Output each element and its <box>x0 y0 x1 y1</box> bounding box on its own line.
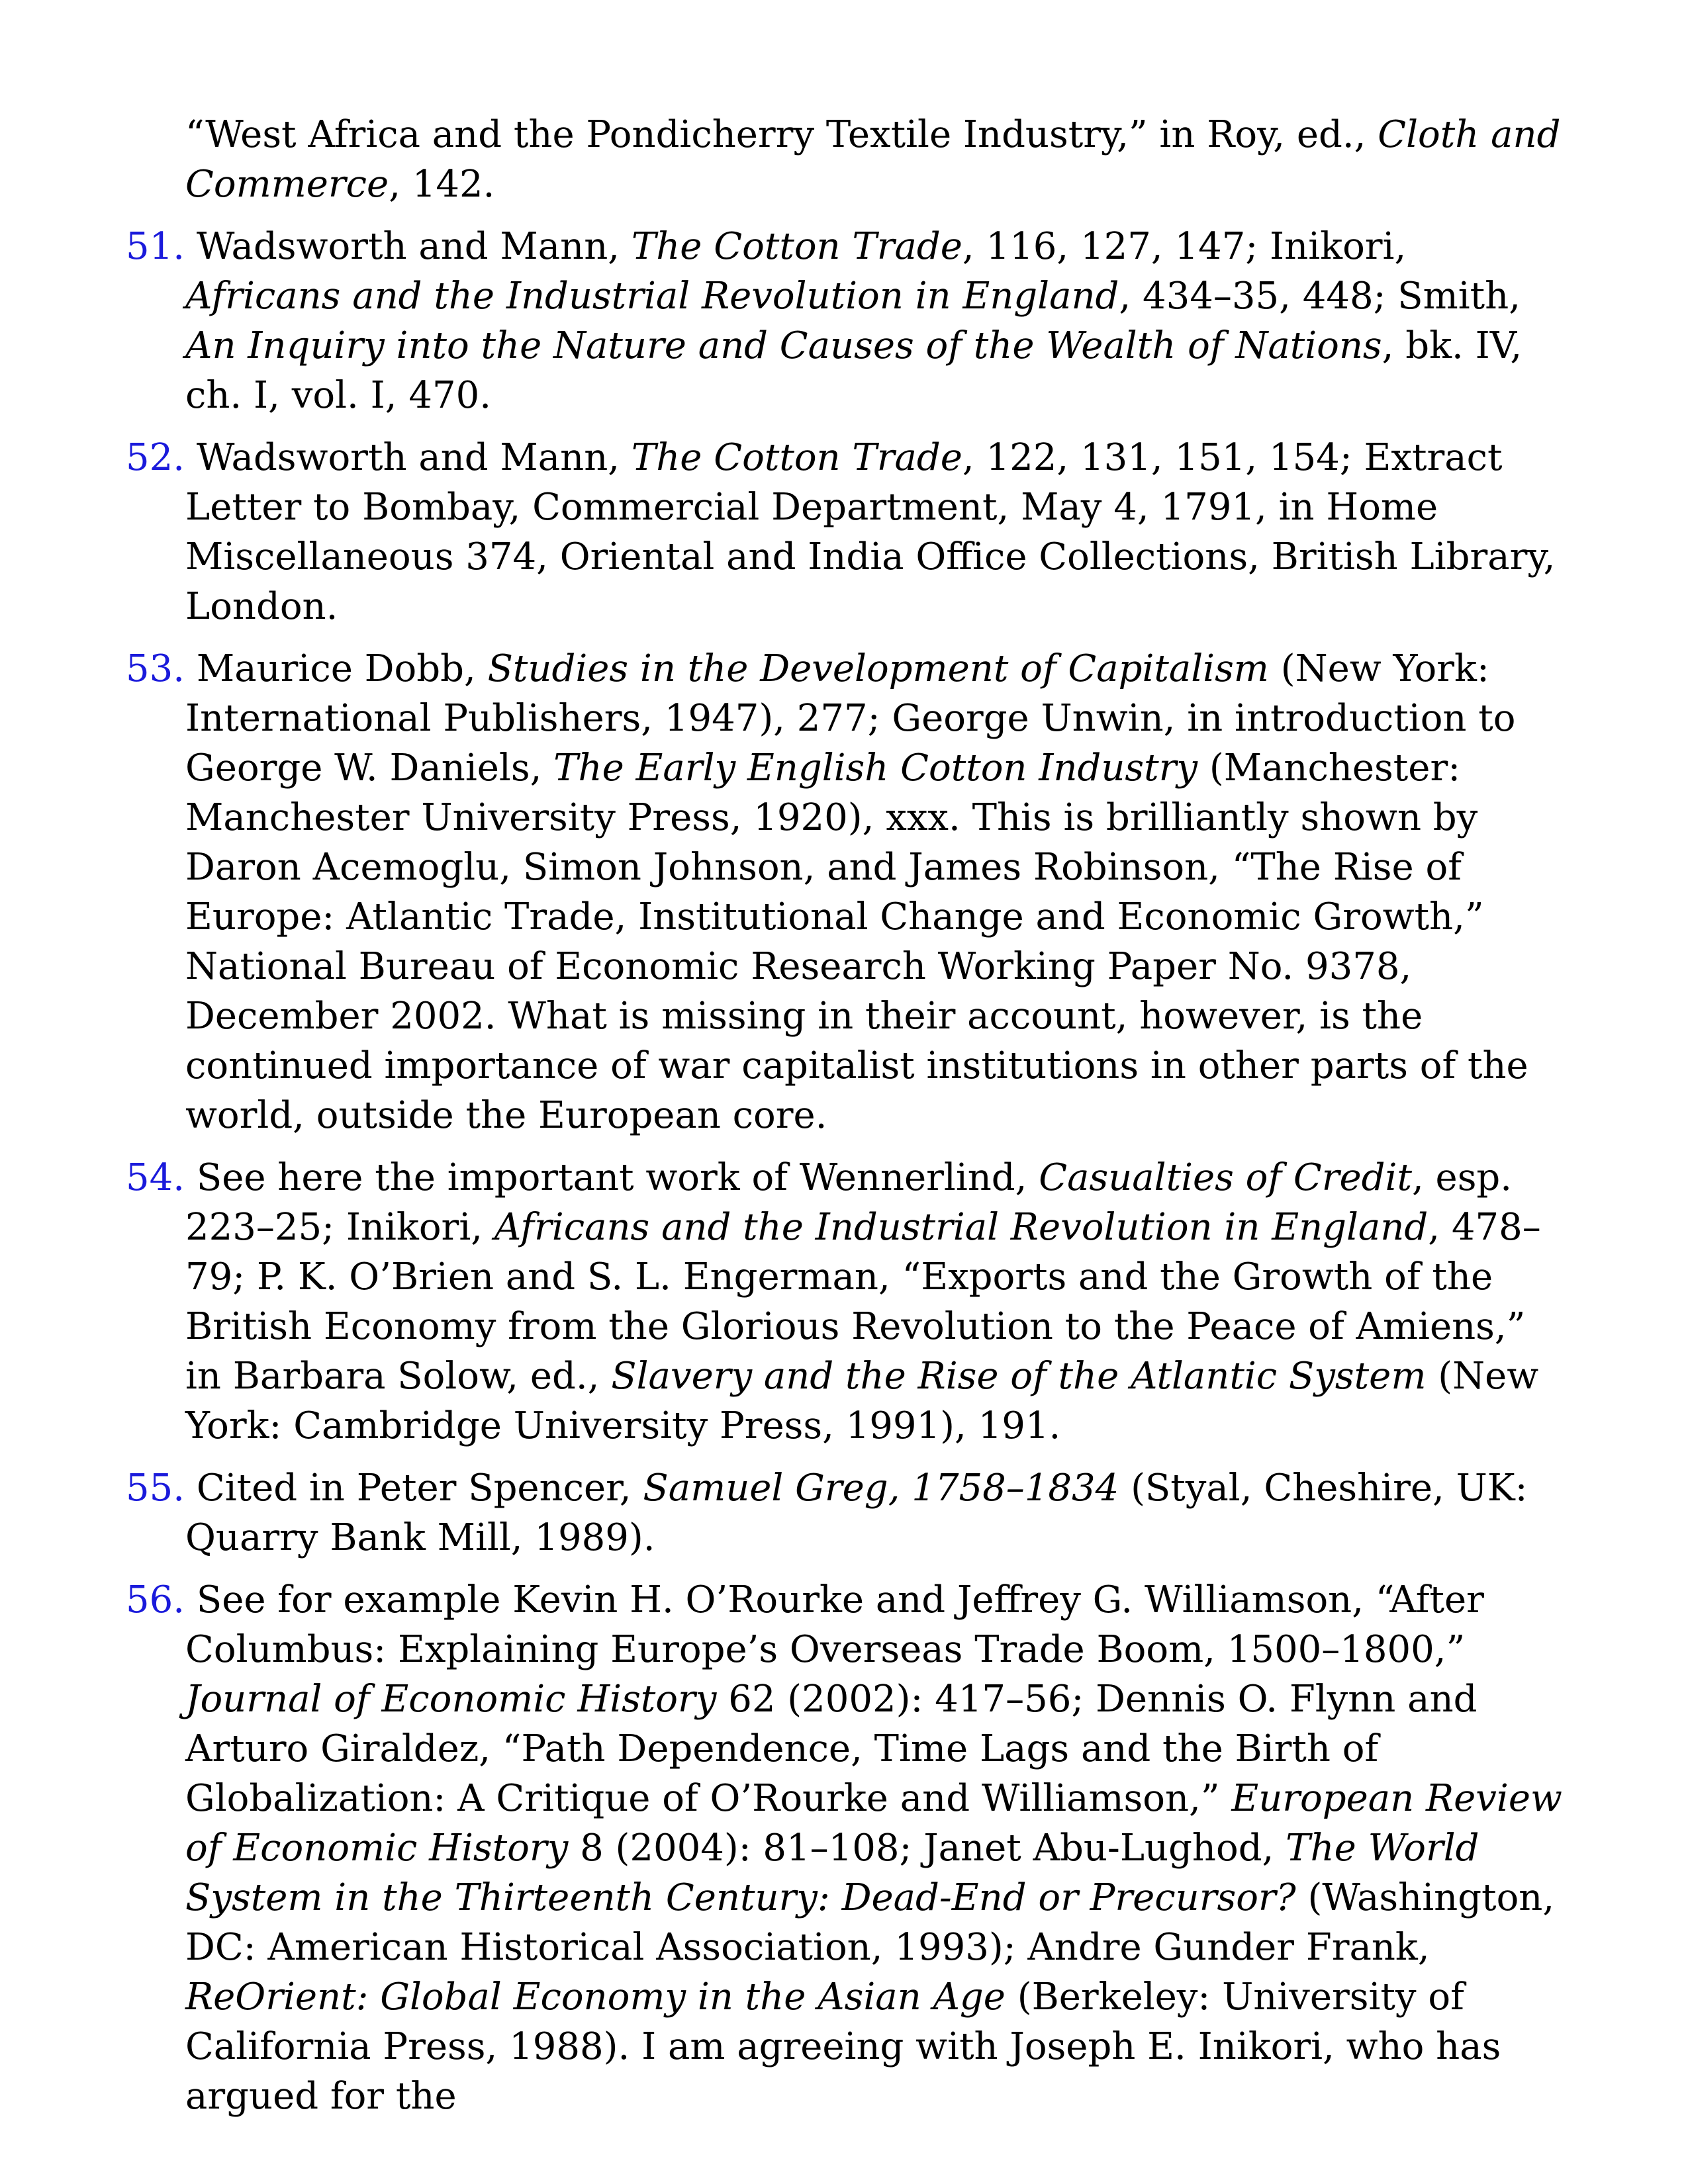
endnote-51 <box>126 222 1569 420</box>
endnote-number-link[interactable]: 51. <box>126 225 185 268</box>
endnote-text: Wadsworth and Mann, <box>185 436 632 479</box>
endnote-text: 8 (2004): 81–108; Janet Abu-Lughod, <box>568 1827 1286 1870</box>
endnote-continuation <box>126 110 1569 209</box>
endnote-title: Cloth and Commerce <box>185 113 1561 206</box>
endnote-number-link[interactable]: 53. <box>126 647 185 690</box>
endnote-title: Casualties of Credit <box>1039 1156 1412 1199</box>
endnote-text: (New York: International Publishers, 1947), 277; George Unwin, in introduction to George W. Daniels, <box>185 647 1516 790</box>
endnote-text: , 116, 127, 147; Inikori, <box>962 225 1407 268</box>
endnote-text: (Berkeley: University of California Press, 1988). I am agreeing with Joseph E. Inikori, who has argued for the <box>185 1976 1501 2118</box>
endnote-54 <box>126 1153 1569 1451</box>
endnote-title: The Cotton Trade <box>631 225 962 268</box>
endnote-number-link[interactable]: 54. <box>126 1156 185 1199</box>
endnote-title: ReOrient: Global Economy in the Asian Age <box>185 1976 1006 2019</box>
endnote-title: The Cotton Trade <box>631 436 962 479</box>
endnote-title: An Inquiry into the Nature and Causes of the Wealth of Nations <box>185 324 1382 367</box>
endnote-title: Studies in the Development of Capitalism <box>487 647 1269 690</box>
endnote-text: (New York: Cambridge University Press, 1991), 191. <box>185 1355 1539 1447</box>
endnote-text: Wadsworth and Mann, <box>185 225 632 268</box>
endnote-text: , 434–35, 448; Smith, <box>1119 275 1521 318</box>
endnote-text: , bk. IV, ch. I, vol. I, 470. <box>185 324 1523 417</box>
endnote-title: Africans and the Industrial Revolution in England <box>185 275 1119 318</box>
endnote-55 <box>126 1463 1569 1563</box>
endnote-number-link[interactable]: 55. <box>126 1467 185 1510</box>
endnote-text: See for example Kevin H. O’Rourke and Jeffrey G. Williamson, “After Columbus: Explaining Europe’s Overseas Trade Boom, 1500–1800,” <box>185 1578 1484 1671</box>
endnote-text: Maurice Dobb, <box>185 647 488 690</box>
endnote-text: , 142. <box>389 163 495 206</box>
endnote-text: Cited in Peter Spencer, <box>185 1467 643 1510</box>
endnotes-page <box>126 110 1569 2134</box>
endnote-text: , 122, 131, 151, 154; Extract Letter to Bombay, Commercial Department, May 4, 1791, in Home Miscellaneous 374, Oriental and India Office Collections, British Library, London. <box>185 436 1556 628</box>
endnote-text: “West Africa and the Pondicherry Textile Industry,” in Roy, ed., <box>185 113 1378 156</box>
endnote-title: The World System in the Thirteenth Century: Dead-End or Precursor? <box>185 1827 1479 1919</box>
endnote-text: , esp. 223–25; Inikori, <box>185 1156 1513 1249</box>
endnote-text: (Washington, DC: American Historical Association, 1993); Andre Gunder Frank, <box>185 1876 1555 1969</box>
endnote-title: Africans and the Industrial Revolution in England <box>494 1206 1429 1249</box>
endnote-text: 62 (2002): 417–56; Dennis O. Flynn and Arturo Giraldez, “Path Dependence, Time Lags and the Birth of Globalization: A Critique of O’Rourke and Williamson,” <box>185 1678 1477 1820</box>
endnote-52 <box>126 433 1569 631</box>
endnote-title: The Early English Cotton Industry <box>553 747 1198 790</box>
endnote-title: Journal of Economic History <box>185 1678 717 1721</box>
endnote-title: Slavery and the Rise of the Atlantic System <box>611 1355 1427 1398</box>
endnote-56 <box>126 1575 1569 2121</box>
endnote-text: (Styal, Cheshire, UK: Quarry Bank Mill, 1989). <box>185 1467 1528 1559</box>
endnote-title: Samuel Greg, 1758–1834 <box>643 1467 1119 1510</box>
endnote-number-link[interactable]: 56. <box>126 1578 185 1621</box>
endnote-text: , 478–79; P. K. O’Brien and S. L. Engerman, “Exports and the Growth of the British Economy from the Glorious Revolution to the Peace of Amiens,” in Barbara Solow, ed., <box>185 1206 1541 1398</box>
endnote-53 <box>126 644 1569 1140</box>
endnote-text: See here the important work of Wennerlind, <box>185 1156 1039 1199</box>
endnote-title: European Review of Economic History <box>185 1777 1562 1870</box>
endnote-number-link[interactable]: 52. <box>126 436 185 479</box>
endnote-text: (Manchester: Manchester University Press, 1920), xxx. This is brilliantly shown by Daron Acemoglu, Simon Johnson, and James Robinson, “The Rise of Europe: Atlantic Trade, Institutional Change and Economic Growth,” National Bureau of Economic Research Working Paper No. 9378, December 2002. What is missing in their account, however, is the continued importance of war capitalist institutions in other parts of the world, outside the European core. <box>185 747 1528 1137</box>
